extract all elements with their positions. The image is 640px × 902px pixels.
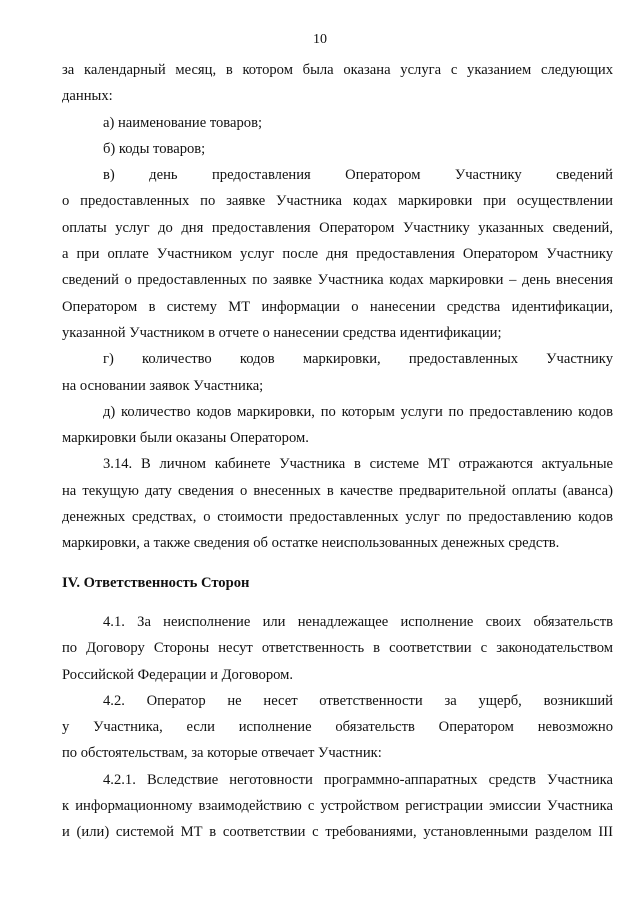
text-line: на основании заявок Участника; — [62, 377, 264, 394]
paragraph-p5 — [62, 399, 613, 452]
text-line: маркировки, а также сведения об остатке неиспользованных денежных средств. — [62, 535, 560, 552]
paragraph-p2 — [62, 136, 613, 162]
paragraph-p1 — [62, 110, 613, 136]
text-line: г) количество кодов маркировки, предоставленных Участнику — [103, 351, 613, 368]
text-line: маркировки были оказаны Оператором. — [62, 430, 309, 447]
text-line: за календарный месяц, в котором была оказана услуга с указанием следующих — [62, 62, 613, 78]
text-line: 4.2.1. Вследствие неготовности программно-аппаратных средств Участника — [103, 771, 613, 788]
paragraph-p4 — [62, 346, 613, 399]
text-line: денежных средствах, о стоимости предоставленных услуг по предоставлению кодов — [62, 509, 613, 526]
text-line: к информационному взаимодействию с устройством регистрации эмиссии Участника — [62, 798, 613, 815]
text-line: и (или) системой МТ в соответствии с требованиями, установленными разделом III — [62, 824, 613, 841]
paragraph-p8 — [62, 688, 613, 767]
text-line: сведений о предоставленных по заявке Участника кодах маркировки – день внесения — [62, 272, 613, 289]
paragraph-p0 — [62, 57, 613, 110]
text-line: д) количество кодов маркировки, по которым услуги по предоставлению кодов — [103, 403, 613, 420]
text-line: 4.2. Оператор не несет ответственности за ущерб, возникший — [103, 692, 613, 709]
text-line: у Участника, если исполнение обязательств Оператором невозможно — [62, 719, 613, 736]
paragraph-p9 — [62, 767, 613, 846]
text-line: б) коды товаров; — [103, 140, 206, 157]
paragraph-p6 — [62, 451, 613, 556]
document-body — [62, 57, 613, 846]
text-line: 3.14. В личном кабинете Участника в системе МТ отражаются актуальные — [103, 456, 613, 473]
text-line: 4.1. За неисполнение или ненадлежащее исполнение своих обязательств — [103, 613, 613, 630]
text-line: данных: — [62, 88, 113, 105]
text-line: на текущую дату сведения о внесенных в качестве предварительной оплаты (аванса) — [62, 482, 613, 499]
text-line: по обстоятельствам, за которые отвечает Участник: — [62, 745, 382, 762]
text-line: в) день предоставления Оператором Участнику сведений — [103, 167, 613, 184]
section-heading: IV. Ответственность Сторон — [62, 574, 250, 591]
page-number: 10 — [313, 32, 327, 47]
paragraph-p3 — [62, 162, 613, 346]
text-line: указанной Участником в отчете о нанесении средства идентификации; — [62, 324, 502, 341]
text-line: по Договору Стороны несут ответственность в соответствии с законодательством — [62, 640, 613, 657]
text-line: а при оплате Участником услуг после дня предоставления Оператором Участнику — [62, 246, 613, 263]
text-line: Оператором в систему МТ информации о нанесении средства идентификации, — [62, 298, 613, 315]
text-line: Российской Федерации и Договором. — [62, 666, 294, 683]
paragraph-p7 — [62, 609, 613, 688]
text-line: о предоставленных по заявке Участника кодах маркировки при осуществлении — [62, 193, 613, 210]
text-line: а) наименование товаров; — [103, 114, 263, 131]
text-line: оплаты услуг до дня предоставления Оператором Участнику указанных сведений, — [62, 219, 613, 236]
